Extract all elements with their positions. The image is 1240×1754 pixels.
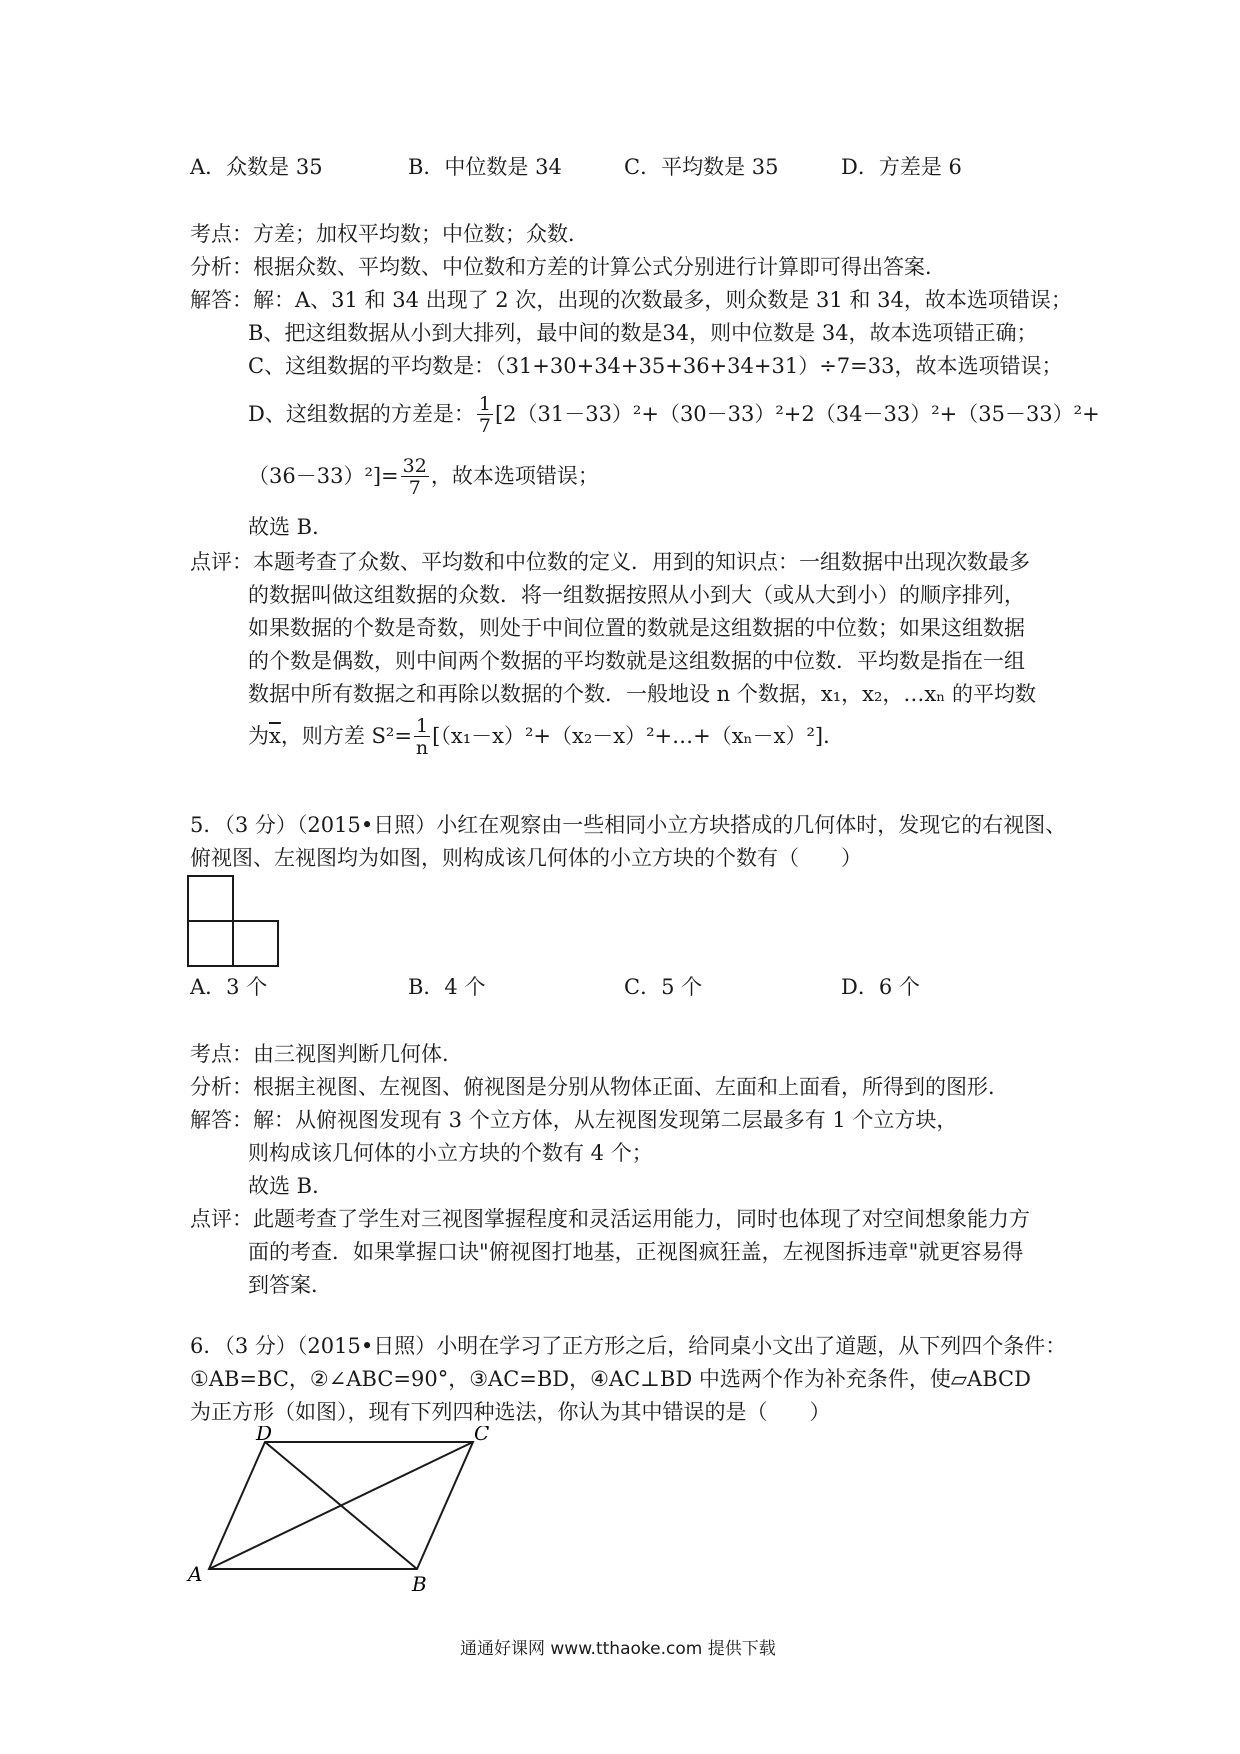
q5-dianping-3: 到答案． <box>248 1273 332 1297</box>
q6-stem-1: 6．（3 分）（2015•日照）小明在学习了正方形之后，给同桌小文出了道题，从下列四个条件： <box>190 1334 1067 1358</box>
q4-guxuan: 故选 B． <box>248 515 334 539</box>
xbar: $\overline{x}$ <box>269 724 281 748</box>
q4-jieda-d2 <box>248 452 599 500</box>
q4-dianping-6-fraction <box>414 716 430 759</box>
q4-dianping-3: 如果数据的个数是奇数，则处于中间位置的数就是这组数据的中位数；如果这组数据 <box>248 616 1025 640</box>
q4-dianping-4: 的个数是偶数，则中间两个数据的平均数就是这组数据的中位数．平均数是指在一组 <box>248 649 1025 673</box>
q4-jieda-a: 解答：解：A、31 和 34 出现了 2 次，出现的次数最多，则众数是 31 和 34，故本选项错误； <box>190 288 1072 312</box>
vertex-label-d: D <box>256 1426 273 1445</box>
q5-option-d: D．6 个 <box>841 975 920 999</box>
vertex-label-c: C <box>474 1426 490 1445</box>
q4-jieda-c: C、这组数据的平均数是：（31+30+34+35+36+34+31）÷7=33，故本选项错误； <box>248 354 1063 378</box>
q4-kaodian: 考点：方差；加权平均数；中位数；众数． <box>190 222 589 246</box>
q5-stem-1: 5．（3 分）（2015•日照）小红在观察由一些相同小立方块搭成的几何体时，发现它的右视图、 <box>190 813 1067 837</box>
q4-dianping-6 <box>248 712 844 760</box>
q4-jieda-d2-fraction <box>401 456 429 499</box>
bottom-left-square <box>188 921 233 966</box>
q4-jieda-d-prefix: D、这组数据的方差是： <box>248 402 475 426</box>
q5-jieda-2: 则构成该几何体的小立方块的个数有 4 个； <box>248 1141 653 1165</box>
q6-stem-2: ①AB=BC，②∠ABC=90°，③AC=BD，④AC⊥BD 中选两个作为补充条件，使▱ABCD <box>190 1367 1031 1391</box>
q5-fenxi: 分析：根据主视图、左视图、俯视图是分别从物体正面、左面和上面看，所得到的图形． <box>190 1075 1009 1099</box>
q4-dianping-6-a: 为 <box>248 724 269 748</box>
q5-guxuan: 故选 B． <box>248 1174 334 1198</box>
q6-parallelogram-figure <box>180 1426 510 1596</box>
bottom-right-square <box>233 921 278 966</box>
q5-three-view-figure <box>186 874 286 968</box>
fraction-denominator: 7 <box>408 477 421 499</box>
q4-dianping-6-c: [（x₁－x）²+（x₂－x）²+…+（xₙ－x）²]． <box>432 724 845 748</box>
q4-jieda-d2-start: （36－33）²]= <box>248 464 399 488</box>
q6-stem-3: 为正方形（如图），现有下列四种选法，你认为其中错误的是（ ） <box>190 1400 831 1424</box>
q4-jieda-d2-end: ，故本选项错误； <box>430 464 599 488</box>
q5-option-c: C．5 个 <box>624 975 703 999</box>
q5-option-a: A．3 个 <box>190 975 268 999</box>
q5-kaodian: 考点：由三视图判断几何体． <box>190 1042 463 1066</box>
q4-dianping-5: 数据中所有数据之和再除以数据的个数．一般地设 n 个数据，x₁，x₂，…xₙ 的平均数 <box>248 682 1036 706</box>
fraction-numerator: 1 <box>414 716 430 737</box>
fraction-denominator: n <box>415 737 429 759</box>
q4-jieda-d-body: [2（31－33）²+（30－33）²+2（34－33）²+（35－33）²+ <box>494 402 1100 426</box>
fraction-numerator: 32 <box>402 455 427 477</box>
diagonal-bd <box>265 1442 417 1569</box>
vertex-label-b: B <box>412 1572 427 1596</box>
q4-fenxi: 分析：根据众数、平均数、中位数和方差的计算公式分别进行计算即可得出答案． <box>190 255 946 279</box>
q5-jieda-1: 解答：解：从俯视图发现有 3 个立方体，从左视图发现第二层最多有 1 个立方块， <box>190 1108 958 1132</box>
vertex-label-a: A <box>188 1562 203 1586</box>
q5-dianping-2: 面的考查．如果掌握口诀"俯视图打地基，正视图疯狂盖，左视图拆违章"就更容易得 <box>248 1240 1024 1264</box>
q5-option-b: B．4 个 <box>408 975 486 999</box>
q4-option-d: D．方差是 6 <box>841 155 962 179</box>
q4-jieda-d <box>248 390 1100 438</box>
q4-jieda-b: B、把这组数据从小到大排列，最中间的数是34，则中位数是 34，故本选项错正确； <box>248 321 1038 345</box>
fraction-numerator: 1 <box>478 393 491 415</box>
fraction-denominator: 7 <box>478 415 491 437</box>
q4-dianping-1: 点评：本题考查了众数、平均数和中位数的定义．用到的知识点：一组数据中出现次数最多 <box>190 550 1030 574</box>
top-square <box>188 876 233 921</box>
q5-stem-2: 俯视图、左视图均为如图，则构成该几何体的小立方块的个数有（ ） <box>190 846 862 870</box>
q4-dianping-6-b: ，则方差 S²= <box>280 724 412 748</box>
q5-dianping-1: 点评：此题考查了学生对三视图掌握程度和灵活运用能力，同时也体现了对空间想象能力方 <box>190 1207 1030 1231</box>
q4-option-c: C．平均数是 35 <box>624 155 779 179</box>
q4-option-a: A．众数是 35 <box>190 155 323 179</box>
q4-dianping-2: 的数据叫做这组数据的众数．将一组数据按照从小到大（或从大到小）的顺序排列， <box>248 583 1025 607</box>
q4-option-b: B．中位数是 34 <box>408 155 562 179</box>
page-footer: 通通好课网 www.tthaoke.com 提供下载 <box>460 1639 776 1659</box>
q4-jieda-d-fraction <box>477 394 493 437</box>
